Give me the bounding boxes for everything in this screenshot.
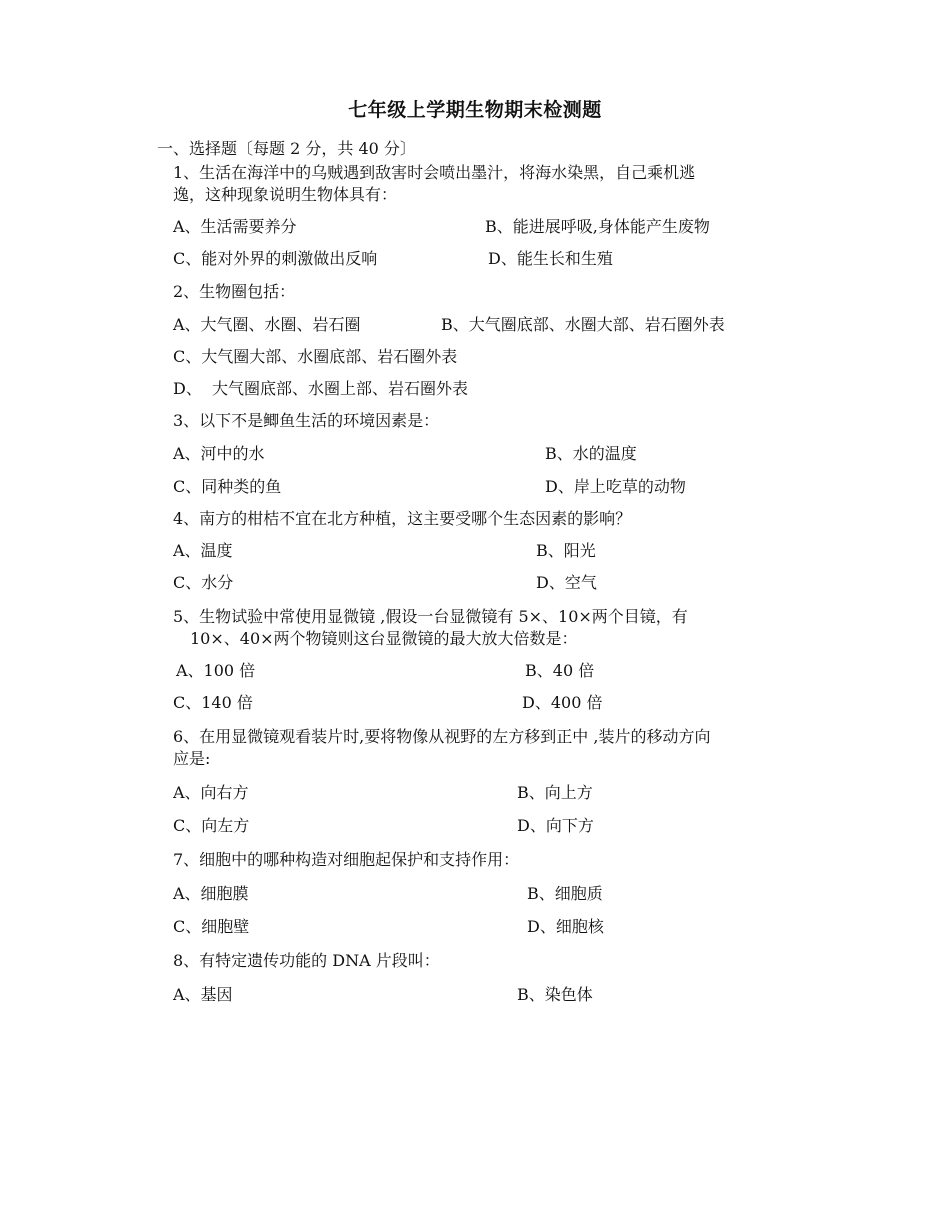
q2-option-c: C、大气圈大部、水圈底部、岩石圈外表 — [173, 347, 458, 366]
question-8-text: 8、有特定遗传功能的 DNA 片段叫： — [173, 951, 440, 970]
q6-option-b: B、向上方 — [517, 783, 593, 802]
q4-option-d: D、空气 — [536, 573, 597, 592]
page-title: 七年级上学期生物期末检测题 — [348, 99, 602, 121]
q4-option-b: B、阳光 — [536, 541, 596, 560]
q7-option-d: D、细胞核 — [527, 917, 604, 936]
q3-option-b: B、水的温度 — [545, 444, 637, 463]
q2-option-b: B、大气圈底部、水圈大部、岩石圈外表 — [441, 315, 725, 334]
question-6-text-cont: 应是: — [173, 749, 211, 768]
q7-option-a: A、细胞膜 — [173, 884, 249, 903]
q2-option-a: A、大气圈、水圈、岩石圈 — [173, 315, 361, 334]
section-heading: 一、选择题〔每题 2 分，共 40 分〕 — [157, 139, 416, 158]
q7-option-b: B、细胞质 — [527, 884, 603, 903]
q7-option-c: C、细胞壁 — [173, 917, 250, 936]
question-3-text: 3、以下不是鲫鱼生活的环境因素是： — [173, 411, 440, 430]
question-6-text: 6、在用显微镜观看装片时,要将物像从视野的左方移到正中 ,装片的移动方向 — [173, 727, 711, 746]
question-7-text: 7、细胞中的哪种构造对细胞起保护和支持作用： — [173, 850, 520, 869]
q3-option-d: D、岸上吃草的动物 — [545, 477, 686, 496]
question-2-text: 2、生物圈包括： — [173, 282, 296, 301]
question-4-text: 4、南方的柑桔不宜在北方种植，这主要受哪个生态因素的影响？ — [173, 509, 632, 528]
q2-option-d: D、 大气圈底部、水圈上部、岩石圈外表 — [173, 379, 469, 398]
q8-option-b: B、染色体 — [517, 985, 593, 1004]
q6-option-d: D、向下方 — [517, 816, 594, 835]
question-1-text-cont: 逸，这种现象说明生物体具有： — [173, 185, 398, 204]
q1-option-b: B、能进展呼吸,身体能产生废物 — [485, 217, 710, 236]
question-5-text-cont: 10×、40×两个物镜则这台显微镜的最大放大倍数是： — [190, 629, 578, 648]
q4-option-c: C、水分 — [173, 573, 234, 592]
q5-option-b: B、40 倍 — [525, 661, 595, 680]
q1-option-c: C、能对外界的刺激做出反响 — [173, 249, 378, 268]
q1-option-a: A、生活需要养分 — [173, 217, 297, 236]
q6-option-c: C、向左方 — [173, 816, 250, 835]
q5-option-a: A、100 倍 — [176, 661, 256, 680]
q5-option-d: D、400 倍 — [522, 693, 603, 712]
q3-option-a: A、河中的水 — [173, 444, 265, 463]
q4-option-a: A、温度 — [173, 541, 233, 560]
q5-option-c: C、140 倍 — [173, 693, 253, 712]
q6-option-a: A、向右方 — [173, 783, 249, 802]
question-5-text: 5、生物试验中常使用显微镜 ,假设一台显微镜有 5×、10×两个目镜，有 — [173, 607, 688, 626]
q1-option-d: D、能生长和生殖 — [488, 249, 613, 268]
q3-option-c: C、同种类的鱼 — [173, 477, 282, 496]
question-1-text: 1、生活在海洋中的乌贼遇到敌害时会喷出墨汁，将海水染黑，自己乘机逃 — [173, 163, 696, 182]
q8-option-a: A、基因 — [173, 985, 233, 1004]
